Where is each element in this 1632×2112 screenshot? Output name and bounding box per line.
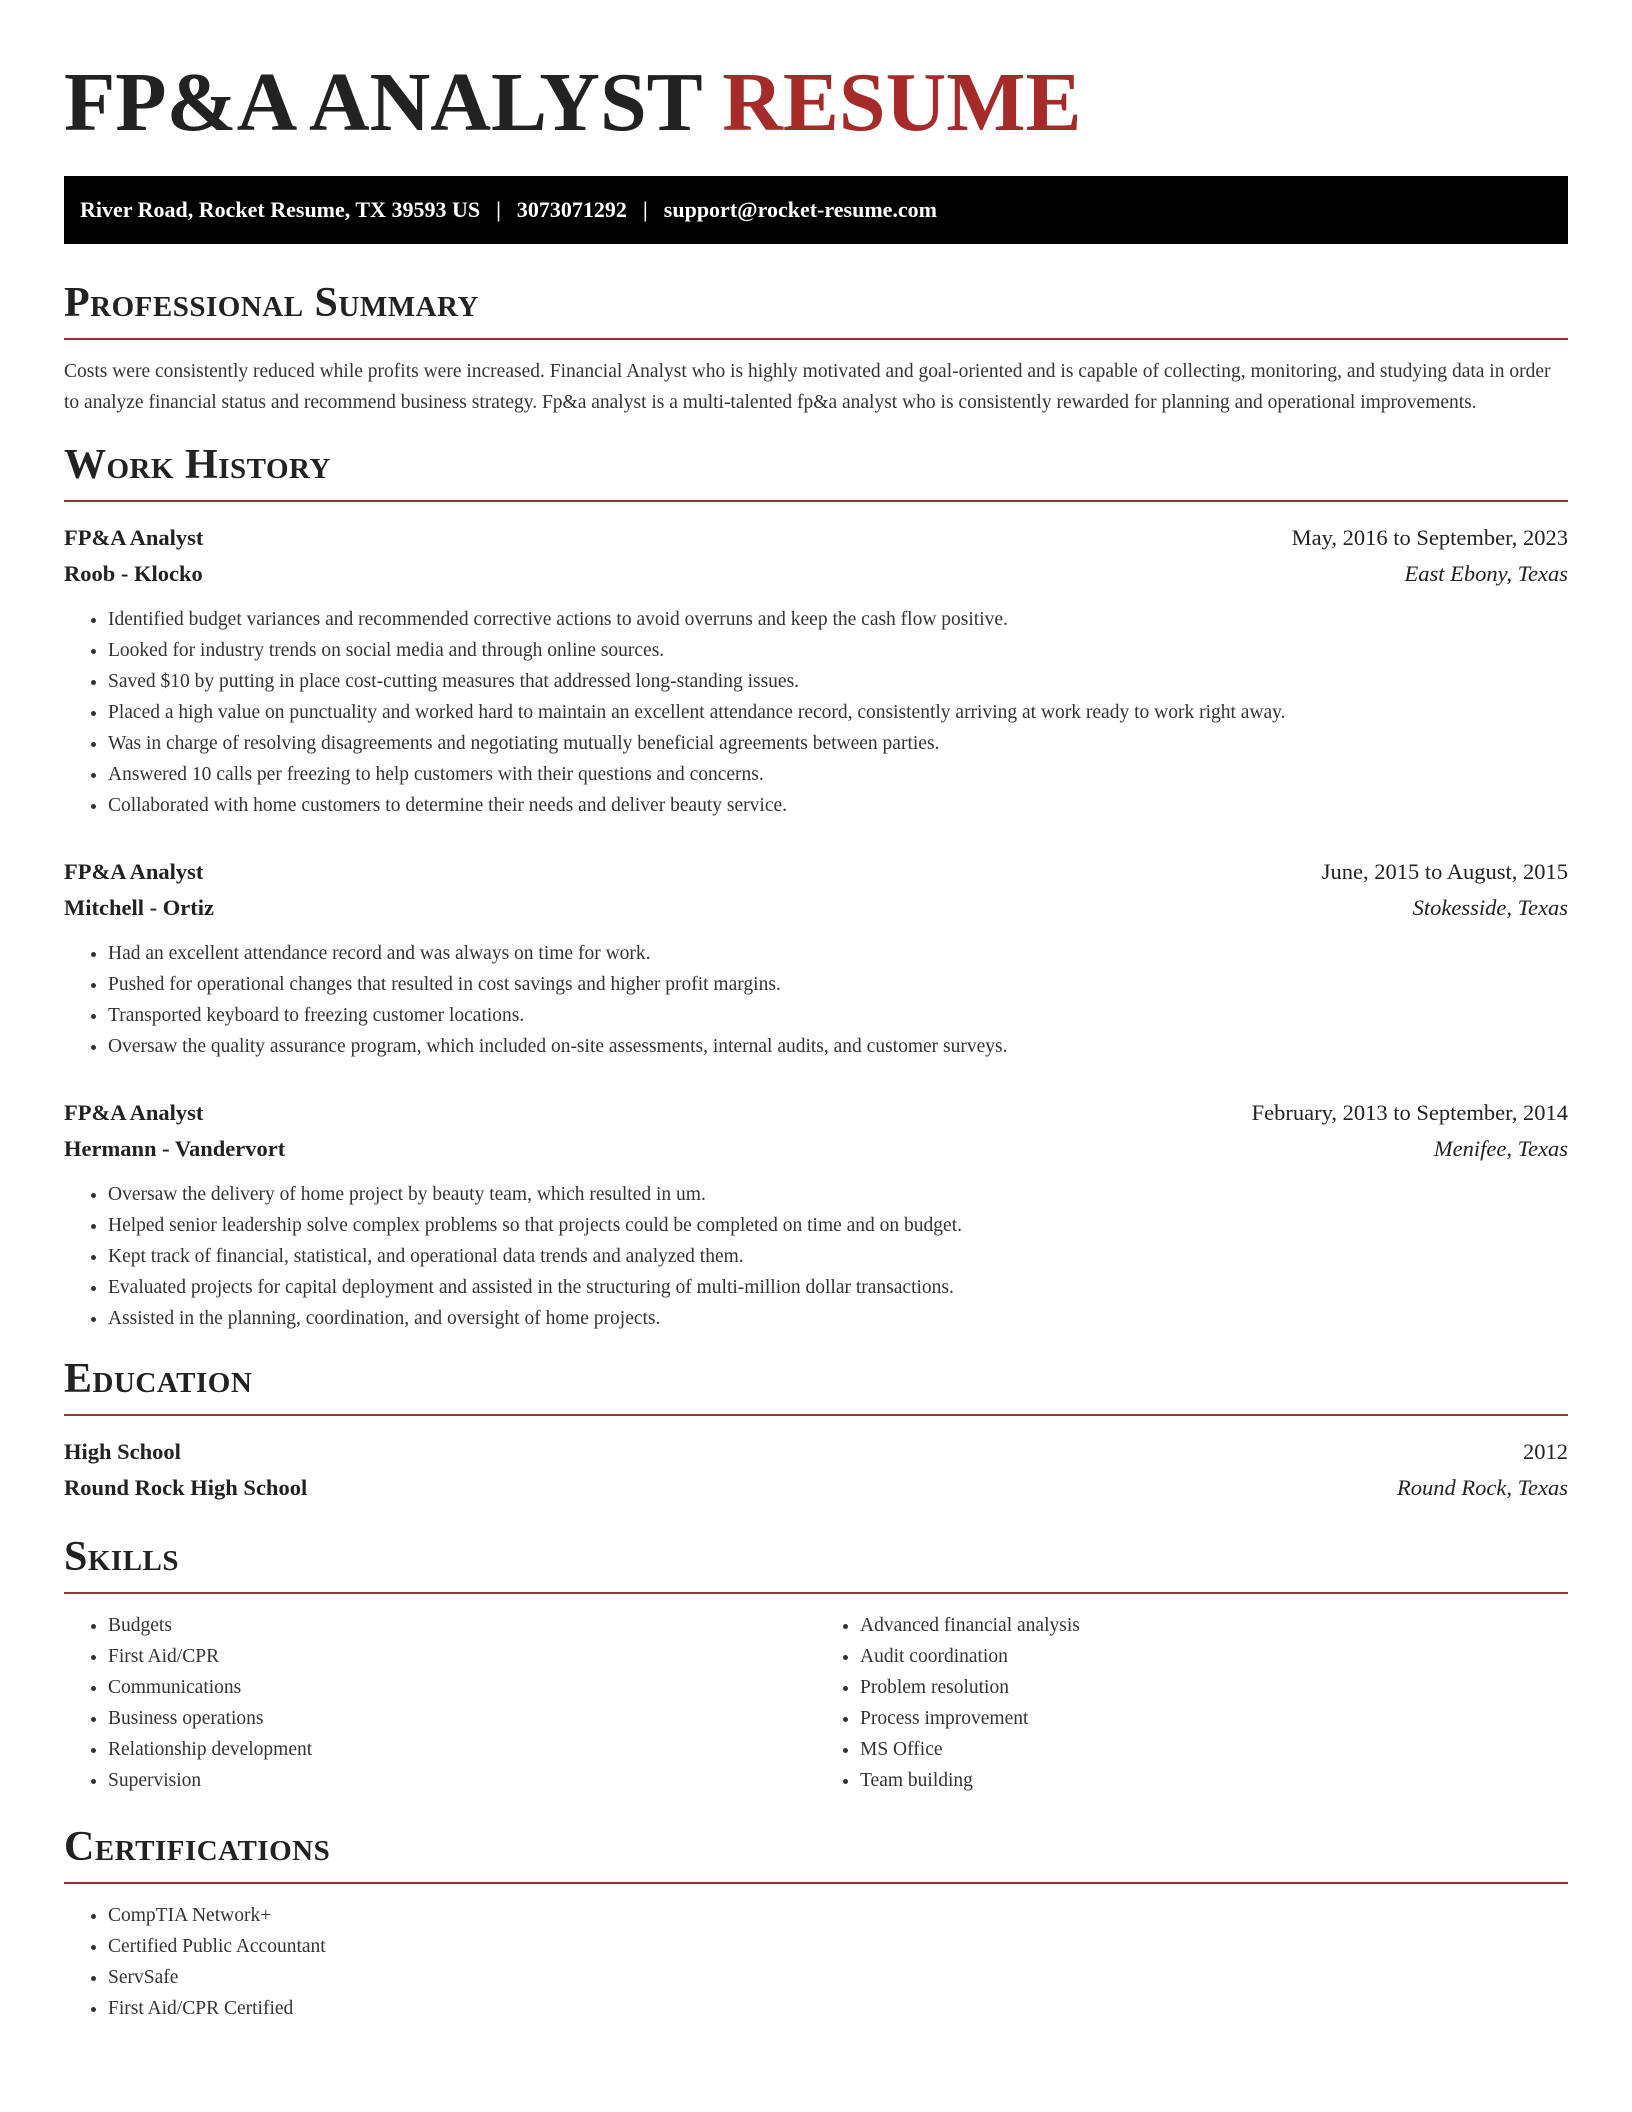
- skill-item: • First Aid/CPR: [108, 1641, 816, 1672]
- job-bullet: • Answered 10 calls per freezing to help customers with their questions and concerns.: [108, 759, 1568, 790]
- certification-item: • First Aid/CPR Certified: [108, 1993, 1568, 2024]
- section-divider: [64, 338, 1568, 340]
- job-bullet: • Was in charge of resolving disagreements and negotiating mutually beneficial agreements between parties.: [108, 728, 1568, 759]
- contact-separator: |: [496, 197, 501, 222]
- education-location: Round Rock, Texas: [1396, 1475, 1568, 1500]
- skill-item: • Advanced financial analysis: [860, 1610, 1568, 1641]
- section-divider: [64, 1882, 1568, 1884]
- job-dates: February, 2013 to September, 2014: [1251, 1100, 1568, 1125]
- education-year: 2012: [1523, 1439, 1568, 1464]
- certification-item: • CompTIA Network+: [108, 1900, 1568, 1931]
- skill-item: • Communications: [108, 1672, 816, 1703]
- job-bullet: • Pushed for operational changes that resulted in cost savings and higher profit margins.: [108, 969, 1568, 1000]
- job-location: East Ebony, Texas: [1404, 561, 1568, 586]
- title-main: FP&A ANALYST: [64, 56, 702, 149]
- job-company: Mitchell - Ortiz: [64, 895, 214, 920]
- job-bullet: • Identified budget variances and recommended corrective actions to avoid overruns and keep the cash flow positive.: [108, 604, 1568, 635]
- contact-phone: 3073071292: [516, 197, 627, 222]
- skill-item: • Budgets: [108, 1610, 816, 1641]
- skill-item: • MS Office: [860, 1734, 1568, 1765]
- job-title: FP&A Analyst: [64, 1100, 204, 1125]
- contact-email: support@rocket-resume.com: [663, 197, 937, 222]
- education-school: Round Rock High School: [64, 1475, 308, 1500]
- certification-item: • ServSafe: [108, 1962, 1568, 1993]
- job-bullets: [64, 1179, 1568, 1334]
- title-accent: RESUME: [722, 56, 1082, 149]
- job-bullet: • Oversaw the delivery of home project by beauty team, which resulted in um.: [108, 1179, 1568, 1210]
- section-heading-summary: Professional Summary: [64, 280, 479, 326]
- job-bullet: • Collaborated with home customers to determine their needs and deliver beauty service.: [108, 790, 1568, 821]
- skill-item: • Process improvement: [860, 1703, 1568, 1734]
- job-bullets: [64, 604, 1568, 821]
- skills-section: [64, 1532, 1568, 1796]
- job-bullet: • Assisted in the planning, coordination, and oversight of home projects.: [108, 1303, 1568, 1334]
- skill-item: • Relationship development: [108, 1734, 816, 1765]
- section-heading-education: Education: [64, 1356, 253, 1402]
- contact-address: River Road, Rocket Resume, TX 39593 US: [80, 197, 481, 222]
- job-dates: June, 2015 to August, 2015: [1321, 859, 1568, 884]
- section-divider: [64, 1592, 1568, 1594]
- job-bullet: • Oversaw the quality assurance program, which included on-site assessments, internal audits, and customer surveys.: [108, 1031, 1568, 1062]
- job-company: Roob - Klocko: [64, 561, 203, 586]
- job-bullet: • Saved $10 by putting in place cost-cutting measures that addressed long-standing issues.: [108, 666, 1568, 697]
- job-company: Hermann - Vandervort: [64, 1136, 286, 1161]
- section-divider: [64, 500, 1568, 502]
- contact-separator: |: [642, 197, 648, 222]
- job-bullet: • Helped senior leadership solve complex problems so that projects could be completed on time and on budget.: [108, 1210, 1568, 1241]
- contact-bar: [64, 176, 1568, 244]
- job-bullet: • Looked for industry trends on social media and through online sources.: [108, 635, 1568, 666]
- summary-section: [64, 278, 1568, 418]
- section-divider: [64, 1414, 1568, 1416]
- job-entry: [64, 1095, 1568, 1334]
- resume-title: [64, 0, 1568, 148]
- job-entry: [64, 854, 1568, 1062]
- section-heading-skills: Skills: [64, 1534, 180, 1580]
- job-title: FP&A Analyst: [64, 859, 204, 884]
- skill-item: • Problem resolution: [860, 1672, 1568, 1703]
- education-degree: High School: [64, 1439, 181, 1464]
- job-bullet: • Kept track of financial, statistical, and operational data trends and analyzed them.: [108, 1241, 1568, 1272]
- skill-item: • Team building: [860, 1765, 1568, 1796]
- skill-item: • Audit coordination: [860, 1641, 1568, 1672]
- certifications-section: [64, 1822, 1568, 2024]
- section-heading-work-history: Work History: [64, 442, 331, 488]
- skill-item: • Supervision: [108, 1765, 816, 1796]
- skill-item: • Business operations: [108, 1703, 816, 1734]
- skills-list-right: [816, 1610, 1568, 1796]
- job-title: FP&A Analyst: [64, 525, 204, 550]
- work-history-section: [64, 440, 1568, 1334]
- certifications-list: [64, 1900, 1568, 2024]
- job-bullet: • Placed a high value on punctuality and worked hard to maintain an excellent attendance record, consistently arriving at work ready to work right away.: [108, 697, 1568, 728]
- job-bullets: [64, 938, 1568, 1062]
- job-entry: [64, 520, 1568, 821]
- job-bullet: • Evaluated projects for capital deployment and assisted in the structuring of multi-million dollar transactions.: [108, 1272, 1568, 1303]
- section-heading-certifications: Certifications: [64, 1824, 331, 1870]
- summary-text: Costs were consistently reduced while profits were increased. Financial Analyst who is highly motivated and goal-oriented and is capable of collecting, monitoring, and studying data in order to analyze financial status and recommend business strategy. Fp&a analyst is a multi-talented fp&a analyst who is consistently rewarded for planning and operational improvements.: [64, 361, 1551, 413]
- job-dates: May, 2016 to September, 2023: [1291, 525, 1568, 550]
- education-section: [64, 1354, 1568, 1506]
- certification-item: • Certified Public Accountant: [108, 1931, 1568, 1962]
- job-location: Stokesside, Texas: [1412, 895, 1568, 920]
- job-bullet: • Transported keyboard to freezing customer locations.: [108, 1000, 1568, 1031]
- job-bullet: • Had an excellent attendance record and was always on time for work.: [108, 938, 1568, 969]
- job-location: Menifee, Texas: [1433, 1136, 1568, 1161]
- skills-list-left: [64, 1610, 816, 1796]
